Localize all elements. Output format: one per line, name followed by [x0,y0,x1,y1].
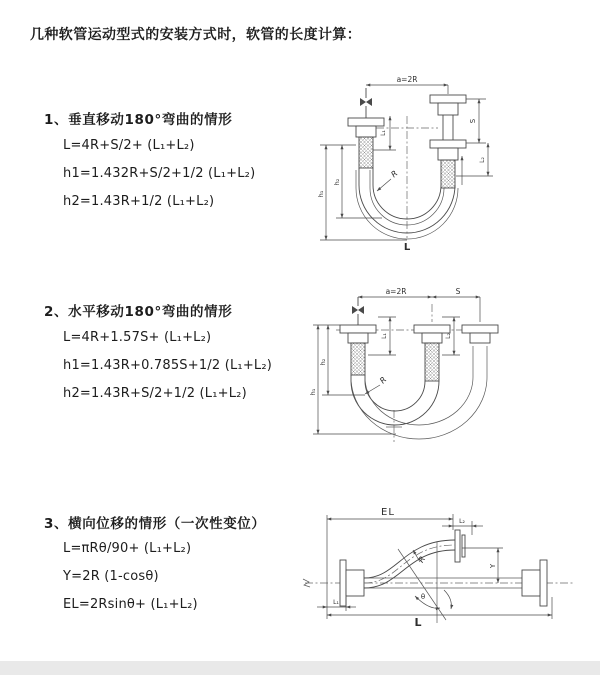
section-2-formula-h1: h1=1.43R+0.785S+1/2 (L₁+L₂) [63,358,273,373]
dimension-l [327,597,552,629]
braided-hose-right [441,160,455,188]
section-2-formula-L: L=4R+1.57S+ (L₁+L₂) [63,330,212,345]
dim-label-el: EL [381,507,395,518]
lateral-displacement-diagram [302,502,600,660]
dim-label-l1: L₁ [380,130,387,136]
section-2-formula-h2: h2=1.43R+S/2+1/2 (L₁+L₂) [63,386,247,401]
dim-label-r: R [389,168,400,180]
dim-label-l: L [414,616,422,629]
dim-label-s: S [455,287,461,296]
radius-pointer [413,550,427,564]
dimension-a2r [358,287,432,297]
right-flange-stack [430,95,466,188]
dimension-l2 [442,317,460,355]
dim-label-s: S [469,118,477,124]
scan-edge [0,661,600,675]
dimension-s [466,99,486,143]
dim-label-l2: L₂ [479,157,486,163]
angle-construction [398,542,451,623]
dim-label-h1: h₁ [309,388,317,396]
dimension-a2r [366,75,448,94]
dim-label-l2: L₂ [459,518,465,525]
section-3-formula-L: L=πRθ/90+ (L₁+L₂) [63,541,192,556]
valve-icon [352,297,364,325]
s-curve-hose [364,540,455,588]
dim-label-l1: L₁ [381,333,388,339]
dim-label-r: R [416,554,428,565]
left-flange [340,325,376,375]
section-2-heading: 2、水平移动180°弯曲的情形 [44,304,233,320]
section-3-formula-Y: Y=2R (1-cosθ) [63,569,159,584]
section-1-formula-L: L=4R+S/2+ (L₁+L₂) [63,138,195,153]
dimension-l1 [368,317,396,355]
section-1-heading: 1、垂直移动180°弯曲的情形 [44,112,233,128]
dimension-h2 [333,145,382,218]
dimension-l2 [442,518,483,535]
vertical-180-bend-diagram [312,72,592,258]
dim-label-l: L [403,242,411,253]
radius-pointer [377,169,399,191]
dim-label-y: Y [489,563,497,569]
lower-right-flange [522,560,547,606]
dim-label-a2r: a=2R [396,75,418,84]
hose-u-curves [351,346,487,439]
dim-label-h1: h₁ [317,190,325,198]
upper-right-flange [455,530,465,562]
section-1-formula-h2: h2=1.43R+1/2 (L₁+L₂) [63,194,215,209]
dim-label-r: R [378,375,389,386]
left-flange [340,560,364,606]
dim-label-h2: h₂ [333,178,341,186]
braided-hose-middle [425,343,439,381]
section-3-formula-EL: EL=2Rsinθ+ (L₁+L₂) [63,597,198,612]
dimension-l1 [317,597,356,611]
dim-label-l2: L₂ [445,333,452,339]
section-3-heading: 3、横向位移的情形（一次性变位） [44,516,266,532]
valve-icon [360,88,372,118]
dim-label-h2: h₂ [319,358,327,366]
right-flange-phantom [462,325,498,343]
page-title: 几种软管运动型式的安装方式时，软管的长度计算： [30,27,362,43]
braided-hose-left [351,343,365,375]
braided-hose-left [359,137,373,168]
dim-label-a2r: a=2R [385,287,407,296]
left-flange [348,118,384,168]
radius-pointer [365,375,388,394]
dim-label-l1: L₁ [333,599,339,606]
dim-label-theta: θ [420,593,426,601]
horizontal-180-bend-diagram [308,284,600,454]
section-1-formula-h1: h1=1.432R+S/2+1/2 (L₁+L₂) [63,166,256,181]
